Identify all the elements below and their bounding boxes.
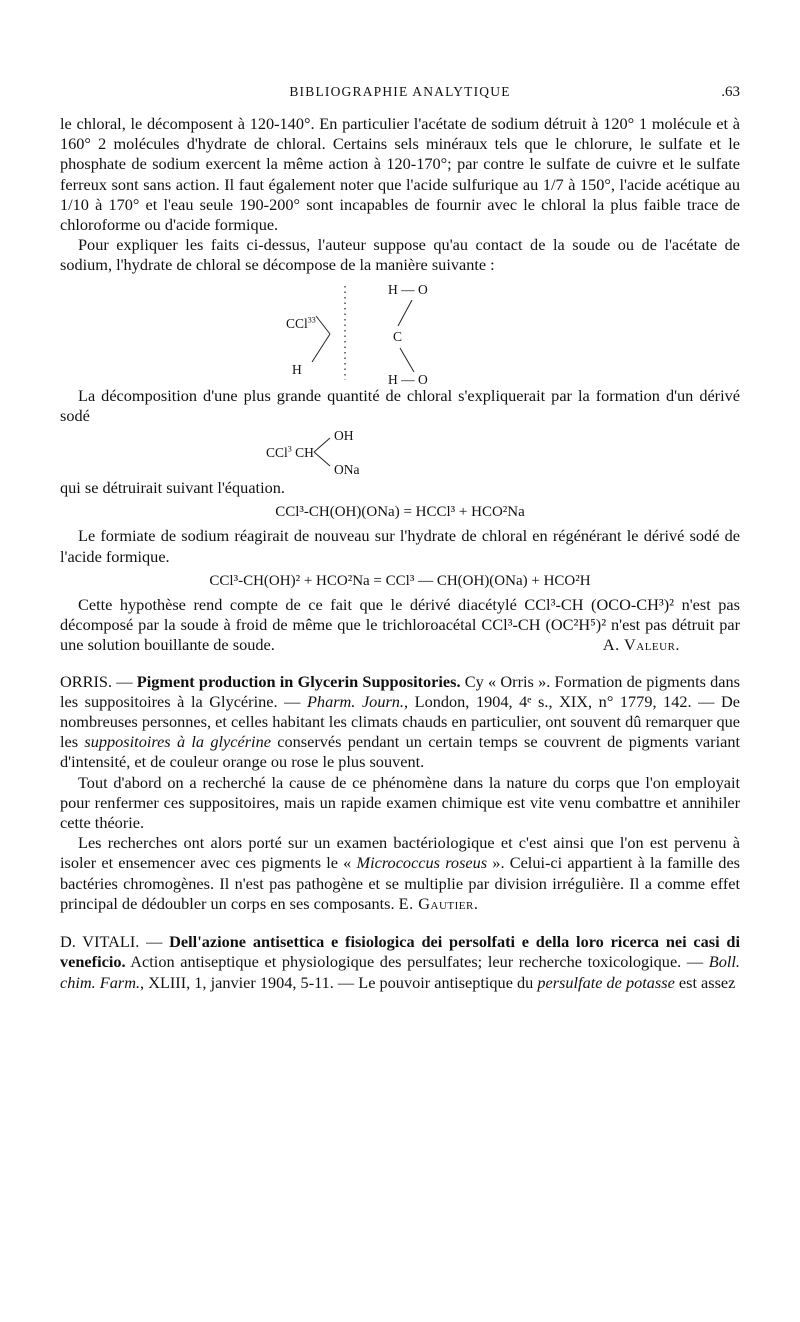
page-number: .63 (721, 84, 740, 100)
formula-left: CCl$^3$ CH (266, 444, 314, 461)
article-title: Pigment production in Glycerin Suppositories. (136, 671, 461, 691)
paragraph: Tout d'abord on a recherché la cause de ce phénomène dans la nature du corps que l'on employait pour renfermer ces suppositoires, mais un rapide examen chimique est vite venu combattre et annihiler cette théorie. (60, 772, 740, 833)
formula-upper: OH (334, 428, 354, 444)
formula-left-top: CCl$^{33}$ (286, 315, 316, 331)
equation: CCl³-CH(OH)² + HCO²Na = CCl³ — CH(OH)(ONa) + HCO²H (209, 572, 591, 589)
author: D. VITALI. (60, 932, 140, 952)
journal-name: Boll. chim. Farm. (60, 952, 740, 992)
running-title: BIBLIOGRAPHIE ANALYTIQUE (289, 84, 511, 99)
author: ORRIS. (60, 671, 113, 691)
equation: CCl³-CH(OH)(ONa) = HCCl³ + HCO²Na (275, 504, 525, 521)
body-text (60, 114, 740, 993)
paragraph: qui se détruirait suivant l'équation. (60, 478, 285, 498)
paragraph: La décomposition d'une plus grande quantité de chloral s'expliquerait par la formation d'un dérivé sodé (60, 385, 740, 425)
formula-right-bottom: H — O (388, 371, 428, 387)
formula-lower: ONa (334, 462, 360, 478)
formula-center: C (393, 328, 403, 344)
running-head (60, 84, 740, 104)
paragraph: Pour expliquer les faits ci-dessus, l'auteur suppose qu'au contact de la soude ou de l'acétate de sodium, l'hydrate de chloral se décompose de la manière suivante : (60, 235, 740, 275)
article-title: Dell'azione antisettica e fisiologica dei persolfati e della loro ricerca nei casi di veneficio. (60, 932, 740, 972)
signature: E. Gautier. (398, 893, 479, 913)
structural-formula (60, 276, 740, 386)
bibliographic-entry: ORRIS. — Pigment production in Glycerin Suppositories. Cy « Orris ». Formation de pigments dans les suppositoires à la Glycérine. — Pharm. Journ., London, 1904, 4ᵉ s., XIX, n° 1779, 142. — De nombreuses personnes, et celles habitant les climats chauds en particulier, ont souvent dû remarquer que les suppositoires à la glycérine conservés pendant un certain temps se couvrent de pigments variant d'intensité, et de couleur orange ou rose le plus souvent. (60, 671, 741, 772)
sodium-derivative-formula (60, 426, 740, 478)
formula-bonds (60, 426, 740, 478)
formula-right-top: H — O (388, 281, 428, 297)
journal-name: Pharm. Journ. (306, 691, 405, 711)
paragraph: Le formiate de sodium réagirait de nouveau sur l'hydrate de chloral en régénérant le dérivé sodé de l'acide formique. (60, 526, 740, 566)
paragraph: Cette hypothèse rend compte de ce fait que le dérivé diacétylé CCl³-CH (OCO-CH³)² n'est pas décomposé par la soude à froid de même que le trichloroacétal CCl³-CH (OC²H⁵)² n'est pas détruit par une solution bouillante de soude. A. Valeur. (60, 595, 740, 655)
paragraph: Les recherches ont alors porté sur un examen bactériologique et c'est ainsi que l'on est pervenu à isoler et ensemencer avec ces pigments le « Micrococcus roseus ». Celui-ci appartient à la famille des bactéries chromogènes. Il n'est pas pathogène et se multiplie par division irrégulière. Il a comme effet principal de dédoubler un corps en ses composants. E. Gautier. (60, 833, 741, 913)
paragraph: le chloral, le décomposent à 120-140°. En particulier l'acétate de sodium détruit à 120° 1 molécule et à 160° 2 molécules d'hydrate de chloral. Certains sels minéraux tels que le chlorure, le sulfate et le phosphate de sodium exercent la même action à 120-170°; par contre le sulfate de cuivre et le sulfate ferreux sont sans action. Il faut également noter que l'acide sulfurique au 1/7 à 150°, l'acide acétique au 1/10 à 170° et l'eau seule 190-200° sont incapables de fournir avec le chloral la plus faible trace de chloroforme ou d'acide formique. (60, 114, 740, 235)
signature: A. Valeur. (602, 635, 680, 655)
formula-left-bottom: H (292, 361, 302, 377)
species-name: Micrococcus roseus (356, 853, 488, 873)
bibliographic-entry: D. VITALI. — Dell'azione antisettica e fisiologica dei persolfati e della loro ricerca nei casi di veneficio. Action antiseptique et physiologique des persulfates; leur recherche toxicologique. — Boll. chim. Farm., XLIII, 1, janvier 1904, 5-11. — Le pouvoir antiseptique du persulfate de potasse est assez (60, 932, 740, 992)
